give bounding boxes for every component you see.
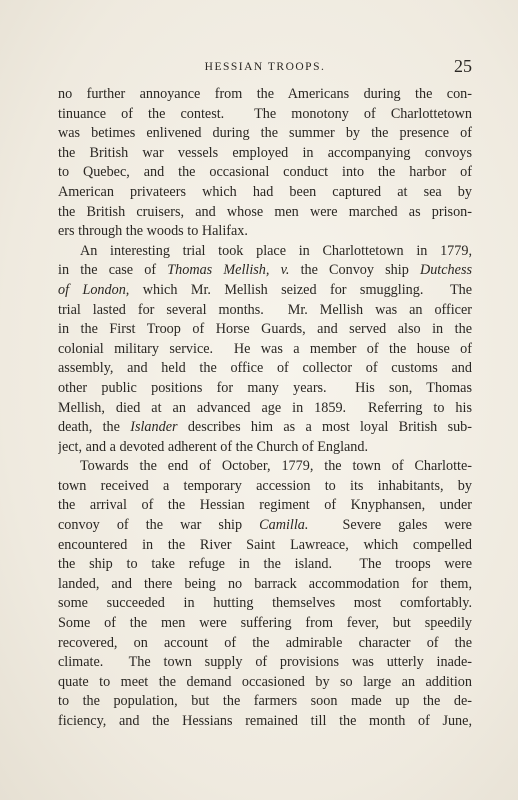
text-line: was betimes enlivened during the summer by the presence of — [58, 125, 472, 142]
text-line — [58, 516, 472, 536]
text-line — [58, 418, 472, 438]
newspaper-name-italic: Islander — [130, 419, 178, 436]
text-line: the ship to take refuge in the island. The troops were — [58, 556, 472, 573]
text-line: ers through the woods to Halifax. — [58, 223, 248, 240]
ship-name-italic: Dutchess — [419, 262, 472, 279]
text-line: recovered, on account of the admirable character of the — [58, 634, 472, 651]
text-line: ject, and a devoted adherent of the Church of England. — [58, 438, 369, 455]
text-span: convoy of the war ship — [58, 517, 260, 534]
text-line: the British war vessels employed in accompanying convoys — [58, 144, 472, 161]
text-span: in the case of — [58, 262, 168, 279]
text-line — [58, 281, 472, 301]
text-line: assembly, and held the office of collector of customs and — [58, 360, 472, 377]
text-line: in the First Troop of Horse Guards, and served also in the — [58, 321, 472, 338]
case-name-italic: Thomas Mellish, v. — [167, 262, 290, 279]
page-number: 25 — [454, 56, 472, 76]
text-line: trial lasted for several months. Mr. Mellish was an officer — [58, 301, 472, 318]
text-line: Some of the men were suffering from fever, but speedily — [58, 615, 472, 632]
ship-name-italic: Camilla. — [259, 517, 309, 534]
text-line: landed, and there being no barrack accommodation for them, — [58, 575, 472, 592]
text-line: encountered in the River Saint Lawreace, which compelled — [58, 536, 472, 553]
text-span: which Mr. Mellish seized for smuggling. The — [129, 281, 472, 298]
text-line: Mellish, died at an advanced age in 1859. Referring to his — [58, 399, 472, 416]
text-line: the British cruisers, and whose men were marched as prison- — [58, 203, 472, 220]
ship-name-italic: of London, — [58, 281, 130, 298]
text-line: American privateers which had been captured at sea by — [58, 183, 472, 200]
text-line: climate. The town supply of provisions was utterly inade- — [58, 654, 472, 671]
text-line: to the population, but the farmers soon made up the de- — [58, 693, 472, 710]
text-line — [58, 261, 472, 281]
text-line: town received a temporary accession to its inhabitants, by — [58, 477, 472, 494]
text-span: death, the — [58, 419, 131, 436]
text-line: the arrival of the Hessian regiment of Knyphansen, under — [58, 497, 472, 514]
text-span: the Convoy ship — [289, 262, 420, 279]
body-text — [58, 85, 472, 732]
text-line: quate to meet the demand occasioned by so large an addition — [58, 673, 472, 690]
paragraph-first-line: Towards the end of October, 1779, the town of Charlotte- — [80, 458, 472, 475]
text-line: to Quebec, and the occasional conduct into the harbor of — [58, 164, 472, 181]
text-line: colonial military service. He was a member of the house of — [58, 340, 472, 357]
text-line: ficiency, and the Hessians remained till the month of June, — [58, 713, 472, 729]
text-line: tinuance of the contest. The monotony of Charlottetown — [58, 105, 472, 122]
text-line: some succeeded in hutting themselves most comfortably. — [58, 595, 472, 612]
text-line: no further annoyance from the Americans during the con- — [58, 86, 472, 102]
page-header — [58, 58, 472, 80]
paragraph-first-line: An interesting trial took place in Charlottetown in 1779, — [80, 242, 472, 259]
running-head: HESSIAN TROOPS. — [204, 61, 326, 73]
text-line: other public positions for many years. His son, Thomas — [58, 379, 472, 396]
text-span: describes him as a most loyal British sub- — [177, 419, 472, 436]
text-span: Severe gales were — [308, 517, 472, 534]
